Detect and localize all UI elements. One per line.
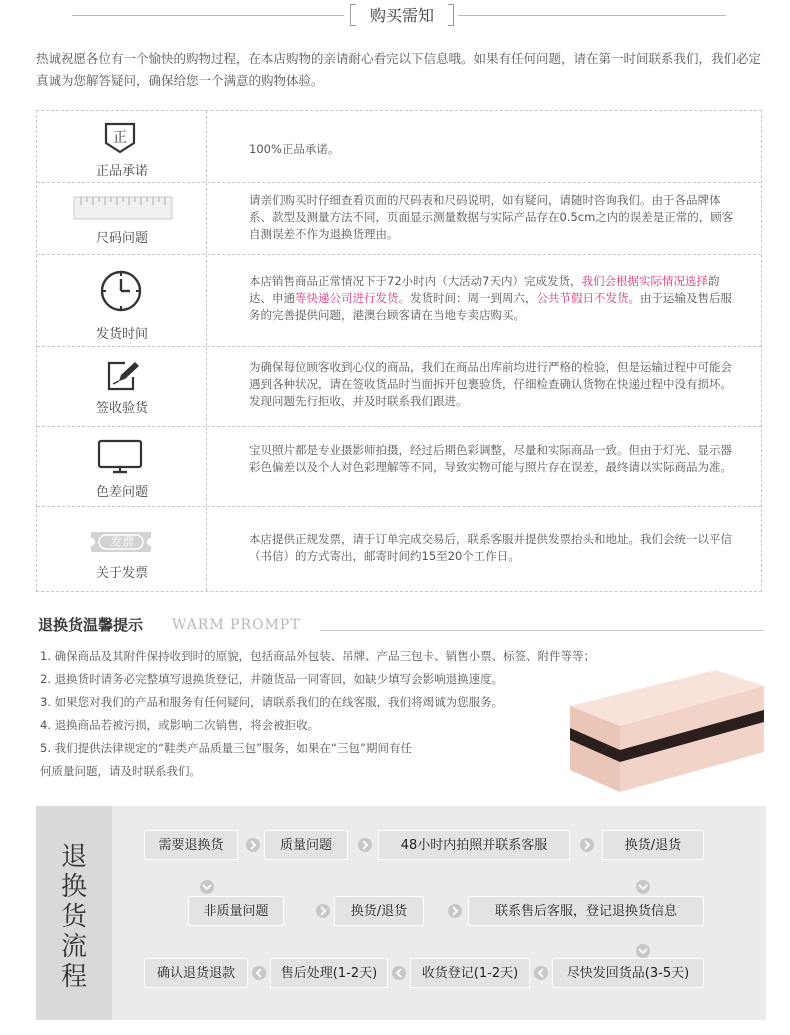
notice-icon-cell — [37, 111, 207, 182]
ruler-icon — [73, 195, 173, 221]
notice-text-shipping — [249, 273, 739, 324]
shoe-box-image — [566, 666, 766, 796]
monitor-icon — [97, 439, 143, 475]
shipping-text-highlight: 我们会根据实际情况选择 — [581, 274, 708, 288]
arrow-left-icon — [534, 966, 548, 980]
flow-side-char: 货 — [60, 902, 87, 932]
notice-row-receipt — [37, 347, 761, 427]
notice-label: 色差问题 — [95, 485, 148, 500]
intro-paragraph: 热诚祝愿各位有一个愉快的购物过程，在本店购物的亲请耐心看完以下信息哦。如果有任何问题，请在第一时间联系我们，我们必定真诚为您解答疑问，确保给您一个满意的购物体验。 — [36, 51, 762, 88]
flow-step-after-sales: 售后处理(1-2天) — [270, 958, 388, 988]
notice-icon-cell — [37, 255, 207, 346]
shipping-text-end: 由于运输及售后服务的完善提供问题，港澳台顾客请在当地专卖店购买。 — [249, 291, 732, 322]
page-title: 购买需知 — [369, 6, 434, 25]
header-line-left — [72, 15, 344, 16]
notice-table — [36, 110, 762, 592]
clock-icon — [99, 269, 143, 313]
return-flow-panel — [36, 806, 766, 1020]
flow-step-contact-register: 联系售后客服，登记退换货信息 — [468, 896, 704, 926]
invoice-ticket-icon — [89, 529, 153, 555]
arrow-right-icon — [358, 838, 372, 852]
flow-step-need-return: 需要退换货 — [144, 830, 238, 860]
notice-text: 宝贝照片都是专业摄影师拍摄，经过后期色彩调整，尽量和实际商品一致。但由于灯光、显示器彩色偏差以及个人对色彩理解等不同，导致实物可能与照片存在误差，最终请以实际商品为准。 — [249, 443, 732, 474]
arrow-right-icon — [316, 904, 330, 918]
header-line-right — [458, 15, 726, 16]
tip-item: 何质量问题，请及时联系我们。 — [40, 764, 201, 778]
warm-prompt-line — [320, 630, 764, 631]
shipping-text-couriers: 韵达、申通 — [249, 274, 720, 305]
notice-label: 发货时间 — [95, 327, 148, 342]
genuine-shield-icon — [102, 121, 138, 155]
notice-icon-cell — [37, 347, 207, 426]
notice-icon-cell — [37, 507, 207, 591]
shipping-text-time: 发货时间：周一到周六， — [410, 291, 537, 305]
arrow-down-icon — [636, 880, 650, 894]
arrow-right-icon — [580, 838, 594, 852]
svg-text:正: 正 — [113, 130, 127, 146]
flow-step-receipt-register: 收货登记(1-2天) — [410, 958, 530, 988]
shipping-text-a: 本店销售商品正常情况下于72小时内（大活动7天内）完成发货， — [249, 274, 582, 288]
arrow-down-icon — [636, 944, 650, 958]
flow-step-send-back: 尽快发回货品(3-5天) — [552, 958, 704, 988]
flow-step-exchange-return-2: 换货/退货 — [334, 896, 424, 926]
tip-item: 1. 确保商品及其附件保持收到时的原貌，包括商品外包装、吊牌、产品三包卡、销售小票、标签、附件等等； — [40, 649, 596, 663]
flow-step-quality-issue: 质量问题 — [264, 830, 348, 860]
notice-label: 签收验货 — [95, 401, 148, 416]
flow-side-char: 程 — [60, 962, 87, 992]
notice-text: 请亲们购买时仔细查看页面的尺码表和尺码说明，如有疑问，请随时咨询我们。由于各品牌体系、款型及测量方法不同，页面显示测量数据与实际产品存在0.5cm之内的误差是正常的，顾客自测误差不作为退换货理由。 — [249, 193, 734, 241]
tip-item: 3. 如果您对我们的产品和服务有任何疑问，请联系我们的在线客服，我们将竭诚为您服务。 — [40, 695, 504, 709]
notice-row-genuine — [37, 111, 761, 183]
notice-label: 尺码问题 — [95, 231, 148, 246]
arrow-down-icon — [200, 880, 214, 894]
notice-row-shipping — [37, 255, 761, 347]
tip-item: 2. 退换货时请务必完整填写退换货登记，并随货品一同寄回，如缺少填写会影响退换速度。 — [40, 672, 504, 686]
section-header — [0, 0, 790, 30]
notice-text: 100%正品承诺。 — [249, 142, 340, 156]
warm-prompt-subtitle: WARM PROMPT — [172, 617, 301, 633]
arrow-right-icon — [246, 838, 260, 852]
arrow-right-icon — [448, 904, 462, 918]
notice-row-color — [37, 427, 761, 507]
notice-row-invoice — [37, 507, 761, 591]
warm-prompt-title: 退换货温馨提示 — [38, 616, 144, 634]
notice-label: 正品承诺 — [95, 164, 148, 179]
flow-step-non-quality: 非质量问题 — [188, 896, 284, 926]
flow-side-char: 退 — [60, 842, 87, 872]
flow-side-char: 换 — [60, 872, 87, 902]
shipping-text-highlight: 等快递公司进行发货。 — [295, 291, 410, 305]
invoice-icon-text: 发票 — [108, 535, 133, 549]
notice-text: 为确保每位顾客收到心仪的商品，我们在商品出库前均进行严格的检验，但是运输过程中可能会遇到各种状况，请在签收货品时当面拆开包裹验货，仔细检查确认货物在快递过程中没有损坏。发现问题先行拒收，并及时联系我们跟进。 — [249, 360, 732, 408]
flow-step-confirm-refund: 确认退货退款 — [144, 958, 248, 988]
notice-label: 关于发票 — [95, 566, 148, 581]
flow-side-char: 流 — [60, 932, 87, 962]
shipping-text-holiday: 公共节假日不发货。 — [536, 291, 640, 305]
flow-side-title — [36, 806, 112, 1020]
header-bracket-right — [448, 4, 454, 26]
arrow-left-icon — [252, 966, 266, 980]
tip-item: 4. 退换商品若被污损，或影响二次销售，将会被拒收。 — [40, 718, 320, 732]
sign-pen-icon — [105, 359, 141, 393]
flow-step-photo-contact: 48小时内拍照并联系客服 — [378, 830, 570, 860]
arrow-left-icon — [392, 966, 406, 980]
notice-icon-cell — [37, 183, 207, 254]
warm-prompt-header — [38, 612, 764, 642]
flow-step-exchange-return: 换货/退货 — [602, 830, 704, 860]
notice-icon-cell — [37, 427, 207, 506]
notice-row-size — [37, 183, 761, 255]
notice-text: 本店提供正规发票，请于订单完成交易后，联系客服并提供发票抬头和地址。我们会统一以平信（书信）的方式寄出，邮寄时间约15至20个工作日。 — [249, 532, 732, 563]
tip-item: 5. 我们提供法律规定的“鞋类产品质量三包”服务，如果在“三包”期间有任 — [40, 741, 412, 755]
